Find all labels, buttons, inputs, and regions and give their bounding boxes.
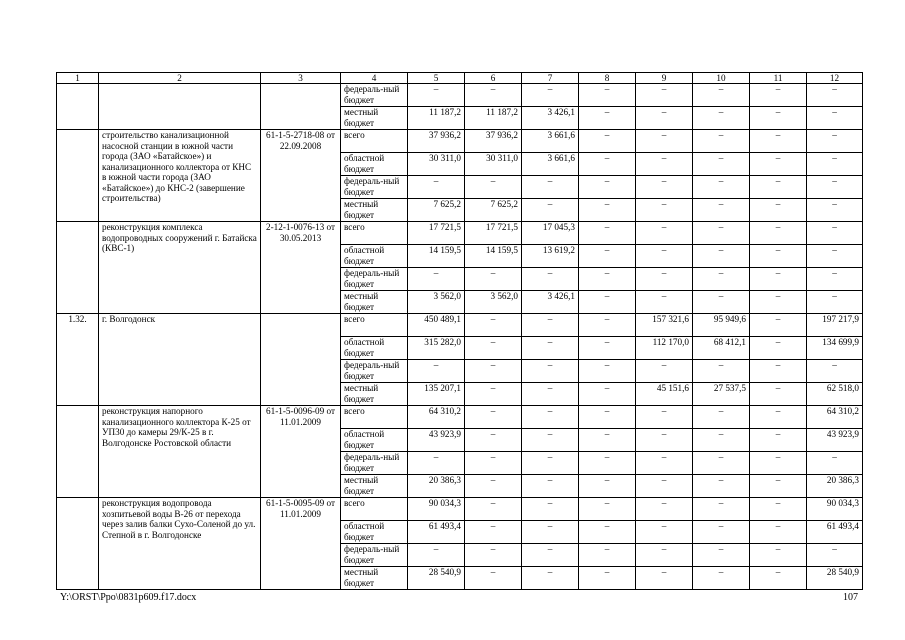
value-cell: – xyxy=(579,429,636,452)
value-cell: 43 923,9 xyxy=(807,429,863,452)
value-cell: – xyxy=(579,176,636,199)
value-cell: 315 282,0 xyxy=(408,337,465,360)
value-cell: – xyxy=(750,245,807,268)
value-cell: – xyxy=(408,452,465,475)
value-cell: 62 518,0 xyxy=(807,383,863,406)
value-cell: 95 949,6 xyxy=(693,314,750,337)
value-cell: – xyxy=(408,360,465,383)
value-cell: – xyxy=(693,199,750,222)
value-cell: – xyxy=(807,222,863,245)
value-cell: 134 699,9 xyxy=(807,337,863,360)
value-cell: 30 311,0 xyxy=(408,153,465,176)
value-cell: 64 310,2 xyxy=(807,406,863,429)
object-name: строительство канализационной насосной станции в южной части города (ЗАО «Батайское») и канализационного коллектора от КНС в южной части города (ЗАО «Батайское») до КНС-2 (завершение строительства) xyxy=(99,130,261,222)
funding-source: всего xyxy=(341,130,408,153)
funding-source: местный бюджет xyxy=(341,291,408,314)
row-number xyxy=(57,498,99,590)
value-cell: 61 493,4 xyxy=(807,521,863,544)
row-number xyxy=(57,222,99,314)
value-cell: – xyxy=(522,498,579,521)
row-number xyxy=(57,130,99,222)
value-cell: – xyxy=(522,544,579,567)
value-cell: – xyxy=(579,291,636,314)
value-cell: – xyxy=(636,360,693,383)
value-cell: – xyxy=(522,452,579,475)
value-cell: 45 151,6 xyxy=(636,383,693,406)
value-cell: – xyxy=(807,176,863,199)
funding-source: местный бюджет xyxy=(341,383,408,406)
value-cell: – xyxy=(750,360,807,383)
row-number xyxy=(57,84,99,130)
funding-source: всего xyxy=(341,406,408,429)
value-cell: – xyxy=(750,176,807,199)
budget-table xyxy=(56,72,863,590)
value-cell: 17 721,5 xyxy=(408,222,465,245)
value-cell: – xyxy=(579,498,636,521)
value-cell: – xyxy=(465,498,522,521)
value-cell: – xyxy=(693,475,750,498)
value-cell: – xyxy=(579,567,636,590)
value-cell: 135 207,1 xyxy=(408,383,465,406)
table-row xyxy=(57,130,863,153)
value-cell: 13 619,2 xyxy=(522,245,579,268)
document-reference: 61-1-5-0096-09 от 11.01.2009 xyxy=(261,406,341,498)
value-cell: – xyxy=(579,383,636,406)
value-cell: 3 661,6 xyxy=(522,130,579,153)
value-cell: 28 540,9 xyxy=(807,567,863,590)
value-cell: – xyxy=(750,291,807,314)
value-cell: 90 034,3 xyxy=(408,498,465,521)
value-cell: – xyxy=(579,199,636,222)
value-cell: – xyxy=(693,268,750,291)
object-name: реконструкция напорного канализационного коллектора К-25 от УП30 до камеры 29/К-25 в г. Волгодонске Ростовской области xyxy=(99,406,261,498)
value-cell: – xyxy=(579,360,636,383)
value-cell: – xyxy=(522,199,579,222)
value-cell: – xyxy=(750,383,807,406)
value-cell: – xyxy=(579,107,636,130)
header-cell: 9 xyxy=(636,73,693,84)
value-cell: 20 386,3 xyxy=(408,475,465,498)
header-cell: 10 xyxy=(693,73,750,84)
value-cell: 3 661,6 xyxy=(522,153,579,176)
value-cell: 157 321,6 xyxy=(636,314,693,337)
funding-source: областной бюджет xyxy=(341,153,408,176)
value-cell: – xyxy=(693,84,750,107)
funding-source: федераль-ный бюджет xyxy=(341,84,408,107)
value-cell: – xyxy=(750,429,807,452)
header-cell: 6 xyxy=(465,73,522,84)
value-cell: – xyxy=(579,521,636,544)
value-cell: – xyxy=(522,176,579,199)
value-cell: – xyxy=(465,521,522,544)
value-cell: – xyxy=(693,107,750,130)
value-cell: – xyxy=(750,222,807,245)
value-cell: – xyxy=(465,360,522,383)
funding-source: местный бюджет xyxy=(341,475,408,498)
table-row xyxy=(57,406,863,429)
table-row xyxy=(57,84,863,107)
document-reference: 61-1-5-0095-09 от 11.01.2009 xyxy=(261,498,341,590)
value-cell: 14 159,5 xyxy=(465,245,522,268)
header-cell: 4 xyxy=(341,73,408,84)
value-cell: – xyxy=(750,337,807,360)
value-cell: – xyxy=(579,153,636,176)
value-cell: 90 034,3 xyxy=(807,498,863,521)
value-cell: – xyxy=(636,498,693,521)
value-cell: – xyxy=(465,544,522,567)
value-cell: – xyxy=(465,429,522,452)
value-cell: – xyxy=(636,521,693,544)
funding-source: местный бюджет xyxy=(341,567,408,590)
funding-source: местный бюджет xyxy=(341,107,408,130)
value-cell: – xyxy=(636,291,693,314)
value-cell: 197 217,9 xyxy=(807,314,863,337)
value-cell: 3 562,0 xyxy=(465,291,522,314)
value-cell: – xyxy=(807,452,863,475)
value-cell: – xyxy=(807,153,863,176)
object-name: реконструкция водопровода хозпитьевой воды В-26 от перехода через залив балки Сухо-Соленой до ул. Степной в г. Волгодонске xyxy=(99,498,261,590)
value-cell: – xyxy=(522,84,579,107)
funding-source: всего xyxy=(341,314,408,337)
object-name xyxy=(99,84,261,130)
table-row xyxy=(57,498,863,521)
value-cell: – xyxy=(693,176,750,199)
value-cell: 3 426,1 xyxy=(522,291,579,314)
value-cell: 20 386,3 xyxy=(807,475,863,498)
value-cell: – xyxy=(807,130,863,153)
object-name: г. Волгодонск xyxy=(99,314,261,406)
value-cell: – xyxy=(579,544,636,567)
value-cell: 112 170,0 xyxy=(636,337,693,360)
value-cell: 7 625,2 xyxy=(408,199,465,222)
value-cell: – xyxy=(579,475,636,498)
value-cell: – xyxy=(636,176,693,199)
value-cell: – xyxy=(750,406,807,429)
value-cell: – xyxy=(636,222,693,245)
value-cell: 64 310,2 xyxy=(408,406,465,429)
value-cell: 14 159,5 xyxy=(408,245,465,268)
value-cell: 450 489,1 xyxy=(408,314,465,337)
value-cell: – xyxy=(693,567,750,590)
value-cell: – xyxy=(750,452,807,475)
header-cell: 3 xyxy=(261,73,341,84)
value-cell: – xyxy=(750,475,807,498)
value-cell: – xyxy=(636,268,693,291)
value-cell: – xyxy=(750,521,807,544)
funding-source: федераль-ный бюджет xyxy=(341,268,408,291)
value-cell: – xyxy=(807,199,863,222)
value-cell: – xyxy=(636,130,693,153)
value-cell: – xyxy=(750,199,807,222)
value-cell: – xyxy=(750,107,807,130)
header-cell: 1 xyxy=(57,73,99,84)
value-cell: – xyxy=(750,84,807,107)
value-cell: – xyxy=(807,268,863,291)
table-row xyxy=(57,314,863,337)
value-cell: – xyxy=(636,153,693,176)
value-cell: – xyxy=(693,544,750,567)
value-cell: – xyxy=(693,245,750,268)
value-cell: 28 540,9 xyxy=(408,567,465,590)
value-cell: – xyxy=(693,291,750,314)
value-cell: – xyxy=(693,222,750,245)
value-cell: – xyxy=(636,107,693,130)
value-cell: – xyxy=(693,130,750,153)
value-cell: – xyxy=(636,199,693,222)
header-cell: 11 xyxy=(750,73,807,84)
value-cell: – xyxy=(750,544,807,567)
funding-source: федераль-ный бюджет xyxy=(341,176,408,199)
funding-source: областной бюджет xyxy=(341,521,408,544)
value-cell: 17 045,3 xyxy=(522,222,579,245)
value-cell: 30 311,0 xyxy=(465,153,522,176)
value-cell: – xyxy=(750,314,807,337)
value-cell: 68 412,1 xyxy=(693,337,750,360)
value-cell: – xyxy=(579,452,636,475)
page-number: 107 xyxy=(843,592,858,603)
value-cell: – xyxy=(465,406,522,429)
header-cell: 2 xyxy=(99,73,261,84)
value-cell: – xyxy=(465,567,522,590)
header-cell: 8 xyxy=(579,73,636,84)
value-cell: – xyxy=(408,544,465,567)
document-reference xyxy=(261,314,341,406)
funding-source: всего xyxy=(341,222,408,245)
document-reference: 61-1-5-2718-08 от 22.09.2008 xyxy=(261,130,341,222)
row-number xyxy=(57,406,99,498)
value-cell: – xyxy=(465,337,522,360)
value-cell: – xyxy=(693,429,750,452)
value-cell: – xyxy=(522,567,579,590)
document-reference: 2-12-1-0076-13 от 30.05.2013 xyxy=(261,222,341,314)
funding-source: всего xyxy=(341,498,408,521)
value-cell: – xyxy=(465,475,522,498)
value-cell: – xyxy=(579,314,636,337)
header-row xyxy=(57,73,863,84)
value-cell: – xyxy=(693,153,750,176)
value-cell: – xyxy=(522,429,579,452)
value-cell: – xyxy=(579,245,636,268)
value-cell: – xyxy=(522,521,579,544)
value-cell: – xyxy=(750,567,807,590)
value-cell: 7 625,2 xyxy=(465,199,522,222)
value-cell: – xyxy=(807,291,863,314)
value-cell: 3 562,0 xyxy=(408,291,465,314)
value-cell: – xyxy=(465,84,522,107)
value-cell: – xyxy=(693,521,750,544)
value-cell: – xyxy=(522,268,579,291)
value-cell: – xyxy=(408,268,465,291)
document-reference xyxy=(261,84,341,130)
value-cell: – xyxy=(522,314,579,337)
value-cell: – xyxy=(522,360,579,383)
object-name: реконструкция комплекса водопроводных сооружений г. Батайска (КВС-1) xyxy=(99,222,261,314)
value-cell: – xyxy=(636,544,693,567)
value-cell: – xyxy=(807,544,863,567)
value-cell: – xyxy=(579,84,636,107)
value-cell: – xyxy=(636,567,693,590)
funding-source: федераль-ный бюджет xyxy=(341,452,408,475)
value-cell: – xyxy=(750,130,807,153)
funding-source: федераль-ный бюджет xyxy=(341,544,408,567)
value-cell: – xyxy=(636,84,693,107)
value-cell: 3 426,1 xyxy=(522,107,579,130)
value-cell: – xyxy=(522,383,579,406)
funding-source: местный бюджет xyxy=(341,199,408,222)
value-cell: – xyxy=(408,176,465,199)
value-cell: 37 936,2 xyxy=(465,130,522,153)
value-cell: – xyxy=(693,452,750,475)
row-number: 1.32. xyxy=(57,314,99,406)
value-cell: – xyxy=(636,406,693,429)
footer-file-path: Y:\ORST\Ppo\0831p609.f17.docx xyxy=(60,592,197,603)
value-cell: – xyxy=(522,337,579,360)
value-cell: 43 923,9 xyxy=(408,429,465,452)
value-cell: – xyxy=(579,130,636,153)
value-cell: 17 721,5 xyxy=(465,222,522,245)
header-cell: 5 xyxy=(408,73,465,84)
value-cell: – xyxy=(465,383,522,406)
value-cell: – xyxy=(522,406,579,429)
value-cell: – xyxy=(750,268,807,291)
value-cell: – xyxy=(465,452,522,475)
value-cell: – xyxy=(636,429,693,452)
value-cell: – xyxy=(465,314,522,337)
funding-source: областной бюджет xyxy=(341,245,408,268)
value-cell: – xyxy=(579,268,636,291)
value-cell: 11 187,2 xyxy=(465,107,522,130)
value-cell: – xyxy=(693,498,750,521)
funding-source: федераль-ный бюджет xyxy=(341,360,408,383)
value-cell: – xyxy=(522,475,579,498)
header-cell: 7 xyxy=(522,73,579,84)
value-cell: – xyxy=(408,84,465,107)
value-cell: – xyxy=(579,406,636,429)
value-cell: – xyxy=(693,406,750,429)
value-cell: – xyxy=(579,337,636,360)
value-cell: – xyxy=(807,360,863,383)
value-cell: – xyxy=(807,107,863,130)
value-cell: 61 493,4 xyxy=(408,521,465,544)
value-cell: 27 537,5 xyxy=(693,383,750,406)
value-cell: – xyxy=(636,475,693,498)
value-cell: – xyxy=(579,222,636,245)
value-cell: – xyxy=(465,268,522,291)
value-cell: 11 187,2 xyxy=(408,107,465,130)
value-cell: – xyxy=(636,245,693,268)
value-cell: – xyxy=(807,84,863,107)
value-cell: – xyxy=(465,176,522,199)
value-cell: – xyxy=(807,245,863,268)
table-row xyxy=(57,222,863,245)
funding-source: областной бюджет xyxy=(341,429,408,452)
value-cell: – xyxy=(636,452,693,475)
value-cell: – xyxy=(693,360,750,383)
header-cell: 12 xyxy=(807,73,863,84)
value-cell: – xyxy=(750,153,807,176)
funding-source: областной бюджет xyxy=(341,337,408,360)
value-cell: 37 936,2 xyxy=(408,130,465,153)
value-cell: – xyxy=(750,498,807,521)
